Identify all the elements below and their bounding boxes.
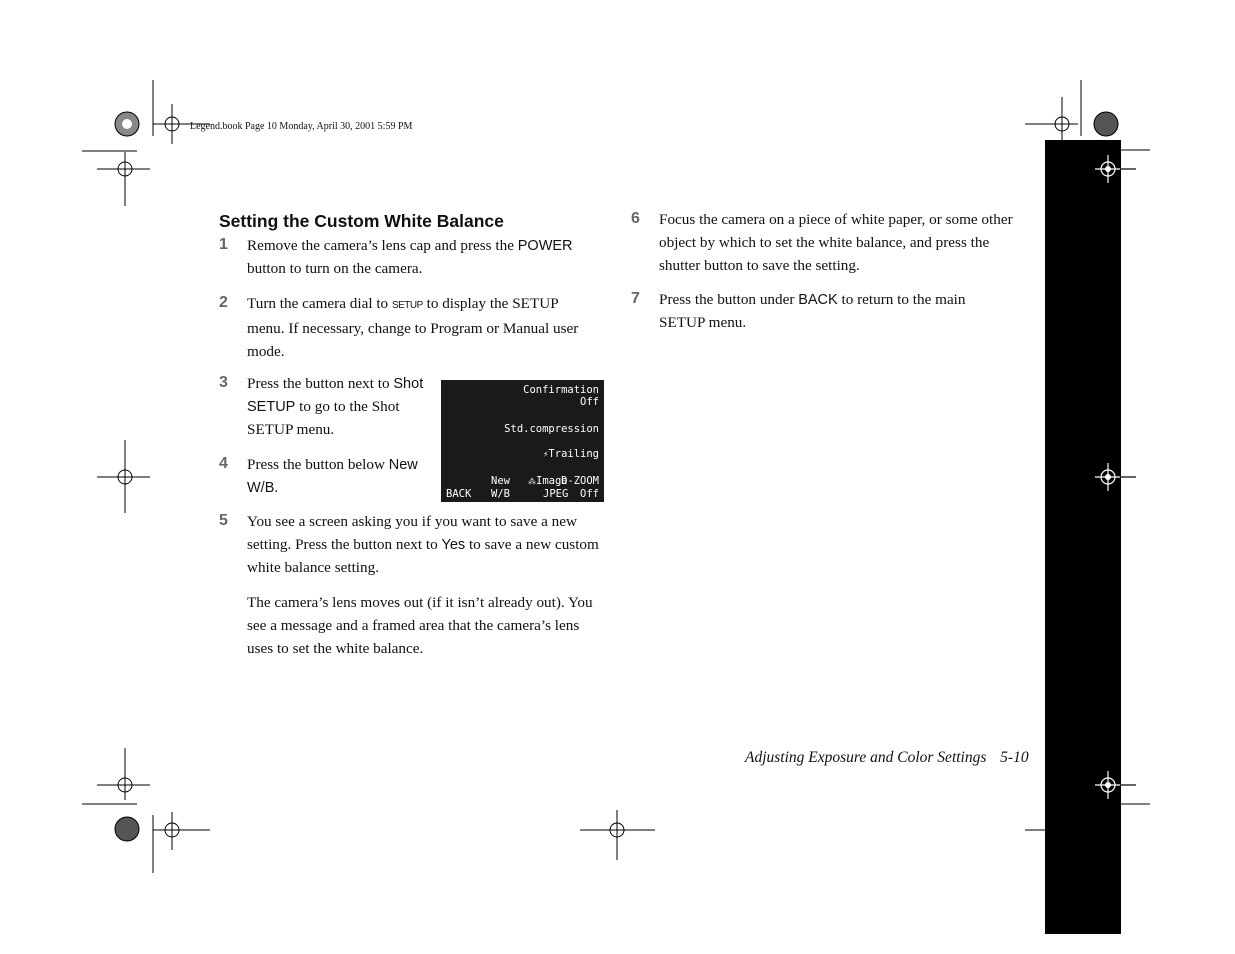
- step-5-note: The camera’s lens moves out (if it isn’t already out). You see a message and a framed area that the camera’s lens uses to set the white balance.: [247, 594, 593, 657]
- step-number: 2: [219, 294, 228, 311]
- lcd-dzoom-value: Off: [580, 488, 599, 500]
- step-5-text: You see a screen asking you if you want to save a new setting. Press the button next to Yes to save a new custom white balance setting.: [247, 513, 599, 576]
- step-3-text: Press the button next to Shot SETUP to go to the Shot SETUP menu.: [247, 375, 424, 438]
- lcd-new: New: [491, 475, 510, 487]
- page-footer: [745, 749, 1029, 767]
- lcd-jpeg: JPEG: [543, 488, 569, 500]
- step-2-text: Turn the camera dial to SETUP to display the SETUP menu. If necessary, change to Program or Manual user mode.: [247, 295, 579, 360]
- step-number: 6: [631, 210, 640, 227]
- flash-icon: ⚡: [543, 450, 549, 460]
- print-header: Legend.book Page 10 Monday, April 30, 2001 5:59 PM: [190, 121, 413, 132]
- key-label: BACK: [798, 292, 838, 308]
- step-6-text: Focus the camera on a piece of white paper, or some other object by which to set the white balance, and press the shutter button to save the setting.: [659, 211, 1013, 274]
- step-number: 1: [219, 236, 228, 253]
- key-label: Shot SETUP: [247, 376, 424, 415]
- lcd-trailing: ⚡Trailing: [543, 448, 599, 460]
- key-label: POWER: [517, 238, 573, 254]
- step-number: 3: [219, 374, 228, 391]
- page-number: 5-10: [1000, 749, 1029, 766]
- camera-lcd-screen: [441, 380, 604, 502]
- lcd-back: BACK: [446, 488, 472, 500]
- step-4-text: Press the button below New W/B.: [247, 456, 418, 496]
- footer-title: Adjusting Exposure and Color Settings: [745, 749, 987, 766]
- key-label: Yes: [441, 536, 466, 553]
- key-label: New W/B: [247, 457, 418, 496]
- section-heading: Setting the Custom White Balance: [219, 211, 504, 231]
- setup-dial-icon: SETUP: [391, 300, 423, 311]
- step-number: 7: [631, 290, 640, 307]
- lcd-dzoom: D-ZOOM: [561, 475, 599, 487]
- step-number: 5: [219, 512, 228, 529]
- lcd-confirmation-value: Off: [580, 396, 599, 408]
- step-7-text: Press the button under BACK to return to the main SETUP menu.: [659, 291, 966, 331]
- step-number: 4: [219, 455, 228, 472]
- lcd-confirmation: Confirmation: [523, 384, 599, 396]
- stars-icon: ⁂: [528, 477, 536, 486]
- lcd-wb: W/B: [491, 488, 510, 500]
- step-1-text: Remove the camera’s lens cap and press the POWER button to turn on the camera.: [247, 237, 573, 277]
- lcd-image: ⁂Image: [528, 475, 568, 487]
- lcd-std-compression: Std.compression: [504, 423, 599, 435]
